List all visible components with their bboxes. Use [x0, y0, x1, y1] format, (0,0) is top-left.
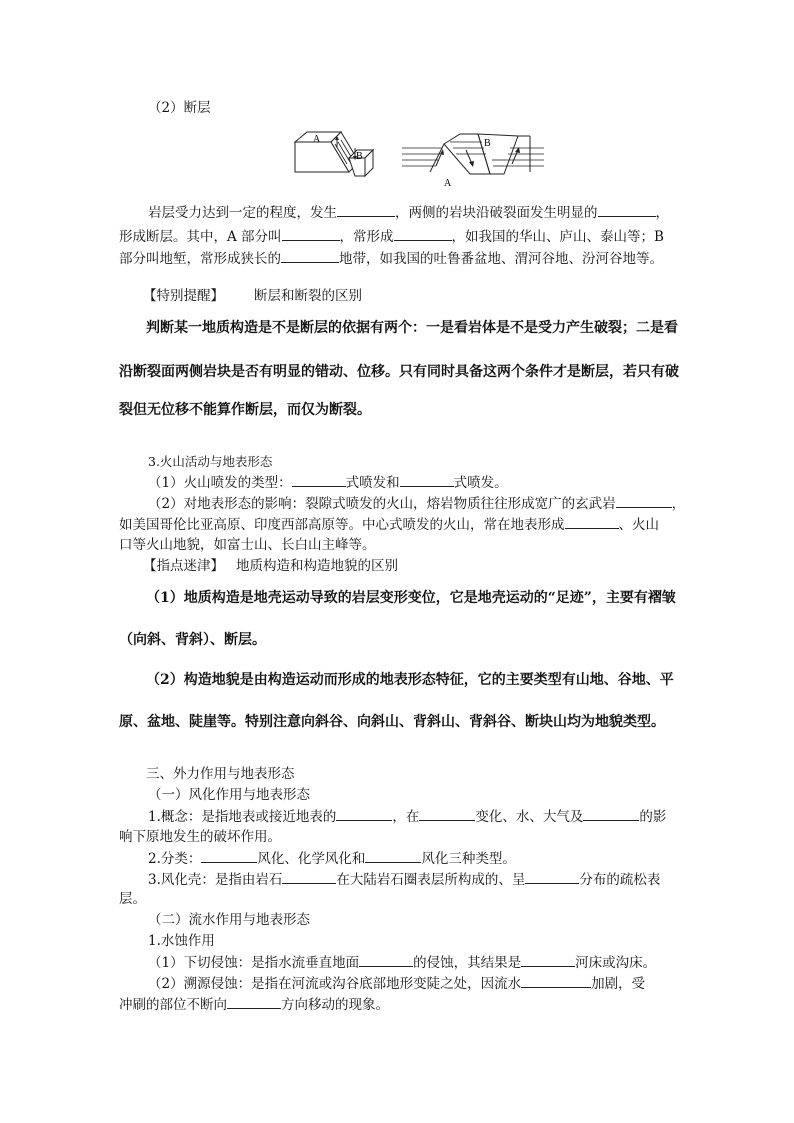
weathering-concept-line-1: 1.概念：是指地表或接近地表的 ，在 变化、水、大气及 的影 [148, 806, 666, 827]
headward-erosion-line-2: 冲刷的部位不断向 方向移动的现象。 [119, 994, 389, 1015]
tip1-line-3: 裂但无位移不能算作断层，而仅为断裂。 [119, 402, 371, 418]
weathering-crust-line-2: 层。 [119, 891, 146, 907]
horst-graben-diagram [400, 130, 546, 188]
tip2-line-4: 原、盆地、陡崖等。特别注意向斜谷、向斜山、背斜山、背斜谷、断块山均为地貌类型。 [119, 714, 665, 730]
weathering-subheading: （一）风化作用与地表形态 [148, 787, 310, 803]
fault-block-diagram [293, 128, 375, 180]
fig2-label-b: B [484, 138, 491, 149]
tip1-line-2: 沿断裂面两侧岩块是否有明显的错动、位移。只有同时具备这两个条件才是断层，若只有破 [119, 364, 679, 380]
tip1-title: 断层和断裂的区别 [254, 288, 362, 304]
blank [282, 226, 340, 241]
tip2-title: 地质构造和构造地貌的区别 [236, 558, 398, 574]
volcano-q2-line-2: 如美国哥伦比亚高原、印度西部高原等。中心式喷发的火山，常在地表形成 、火山 [119, 514, 659, 535]
fault-paragraph-line-2: 形成断层。其中，A 部分叫 ，常形成 ，如我国的华山、庐山、泰山等；B [119, 226, 664, 247]
blank [394, 226, 452, 241]
tip2-line-2: （向斜、背斜）、断层。 [119, 632, 266, 648]
fault-paragraph-line-3: 部分叫地堑，常形成狭长的 地带，如我国的吐鲁番盆地、渭河谷地、汾河谷地等。 [119, 248, 663, 269]
tip2-label: 【指点迷津】 [143, 558, 224, 574]
blank [400, 472, 454, 487]
tip2-line-1: （1）地质构造是地壳运动导致的岩层变形变位，它是地壳运动的“足迹”，主要有褶皱 [146, 590, 676, 606]
fig2-label-a: A [444, 178, 452, 188]
blank [201, 848, 257, 863]
volcano-heading: 3.火山活动与地表形态 [148, 454, 273, 469]
flowing-water-subheading: （二）流水作用与地表形态 [148, 912, 310, 928]
blank [337, 202, 395, 217]
tip2-heading [143, 556, 398, 576]
weathering-crust-line-1: 3.风化壳：是指由岩石 在大陆岩石圈表层所构成的、呈 分布的疏松表 [148, 869, 660, 890]
blank [616, 493, 672, 508]
headward-erosion-line-1: （2）溯源侵蚀：是指在河流或沟谷底部地形变陡之处，因流水 加剧，受 [148, 973, 645, 994]
blank [227, 994, 281, 1009]
blank [521, 952, 575, 967]
blank [292, 472, 346, 487]
tip2-line-3: （2）构造地貌是由构造运动而形成的地表形态特征，它的主要类型有山地、谷地、平 [146, 672, 674, 688]
weathering-concept-line-2: 响下原地发生的破坏作用。 [119, 829, 281, 845]
blank [583, 806, 639, 821]
blank [365, 848, 421, 863]
volcano-q1: （1）火山喷发的类型： 式喷发和 式喷发。 [148, 472, 508, 493]
blank [419, 806, 475, 821]
blank [282, 869, 336, 884]
blank [521, 973, 591, 988]
volcano-q2-line-1: （2）对地表形态的影响：裂隙式喷发的火山，熔岩物质往往形成宽广的玄武岩 ， [148, 493, 685, 514]
fig1-label-a: A [313, 134, 321, 145]
section-heading-fault: （2）断层 [148, 100, 211, 116]
downcutting-erosion: （1）下切侵蚀：是指水流垂直地面 的侵蚀，其结果是 河床或沟床。 [148, 952, 656, 973]
weathering-classification: 2.分类： 风化、化学风化和 风化三种类型。 [148, 848, 516, 869]
blank [359, 952, 413, 967]
fig1-label-b: B [356, 151, 363, 162]
tip1-heading [143, 286, 362, 306]
volcano-q2-line-3: 口等火山地貌，如富士山、长白山主峰等。 [119, 537, 376, 553]
blank [281, 248, 339, 263]
fault-paragraph-line-1: 岩层受力达到一定的程度，发生 ，两侧的岩块沿破裂面发生明显的 ， [148, 202, 669, 223]
blank [525, 869, 579, 884]
tip1-label: 【特别提醒】 [143, 288, 224, 304]
blank [336, 806, 392, 821]
water-erosion-heading: 1.水蚀作用 [148, 933, 215, 949]
external-heading: 三、外力作用与地表形态 [146, 766, 295, 782]
blank [565, 514, 619, 529]
blank [598, 202, 656, 217]
tip1-line-1: 判断某一地质构造是不是断层的依据有两个：一是看岩体是不是受力产生破裂；二是看 [146, 320, 678, 336]
